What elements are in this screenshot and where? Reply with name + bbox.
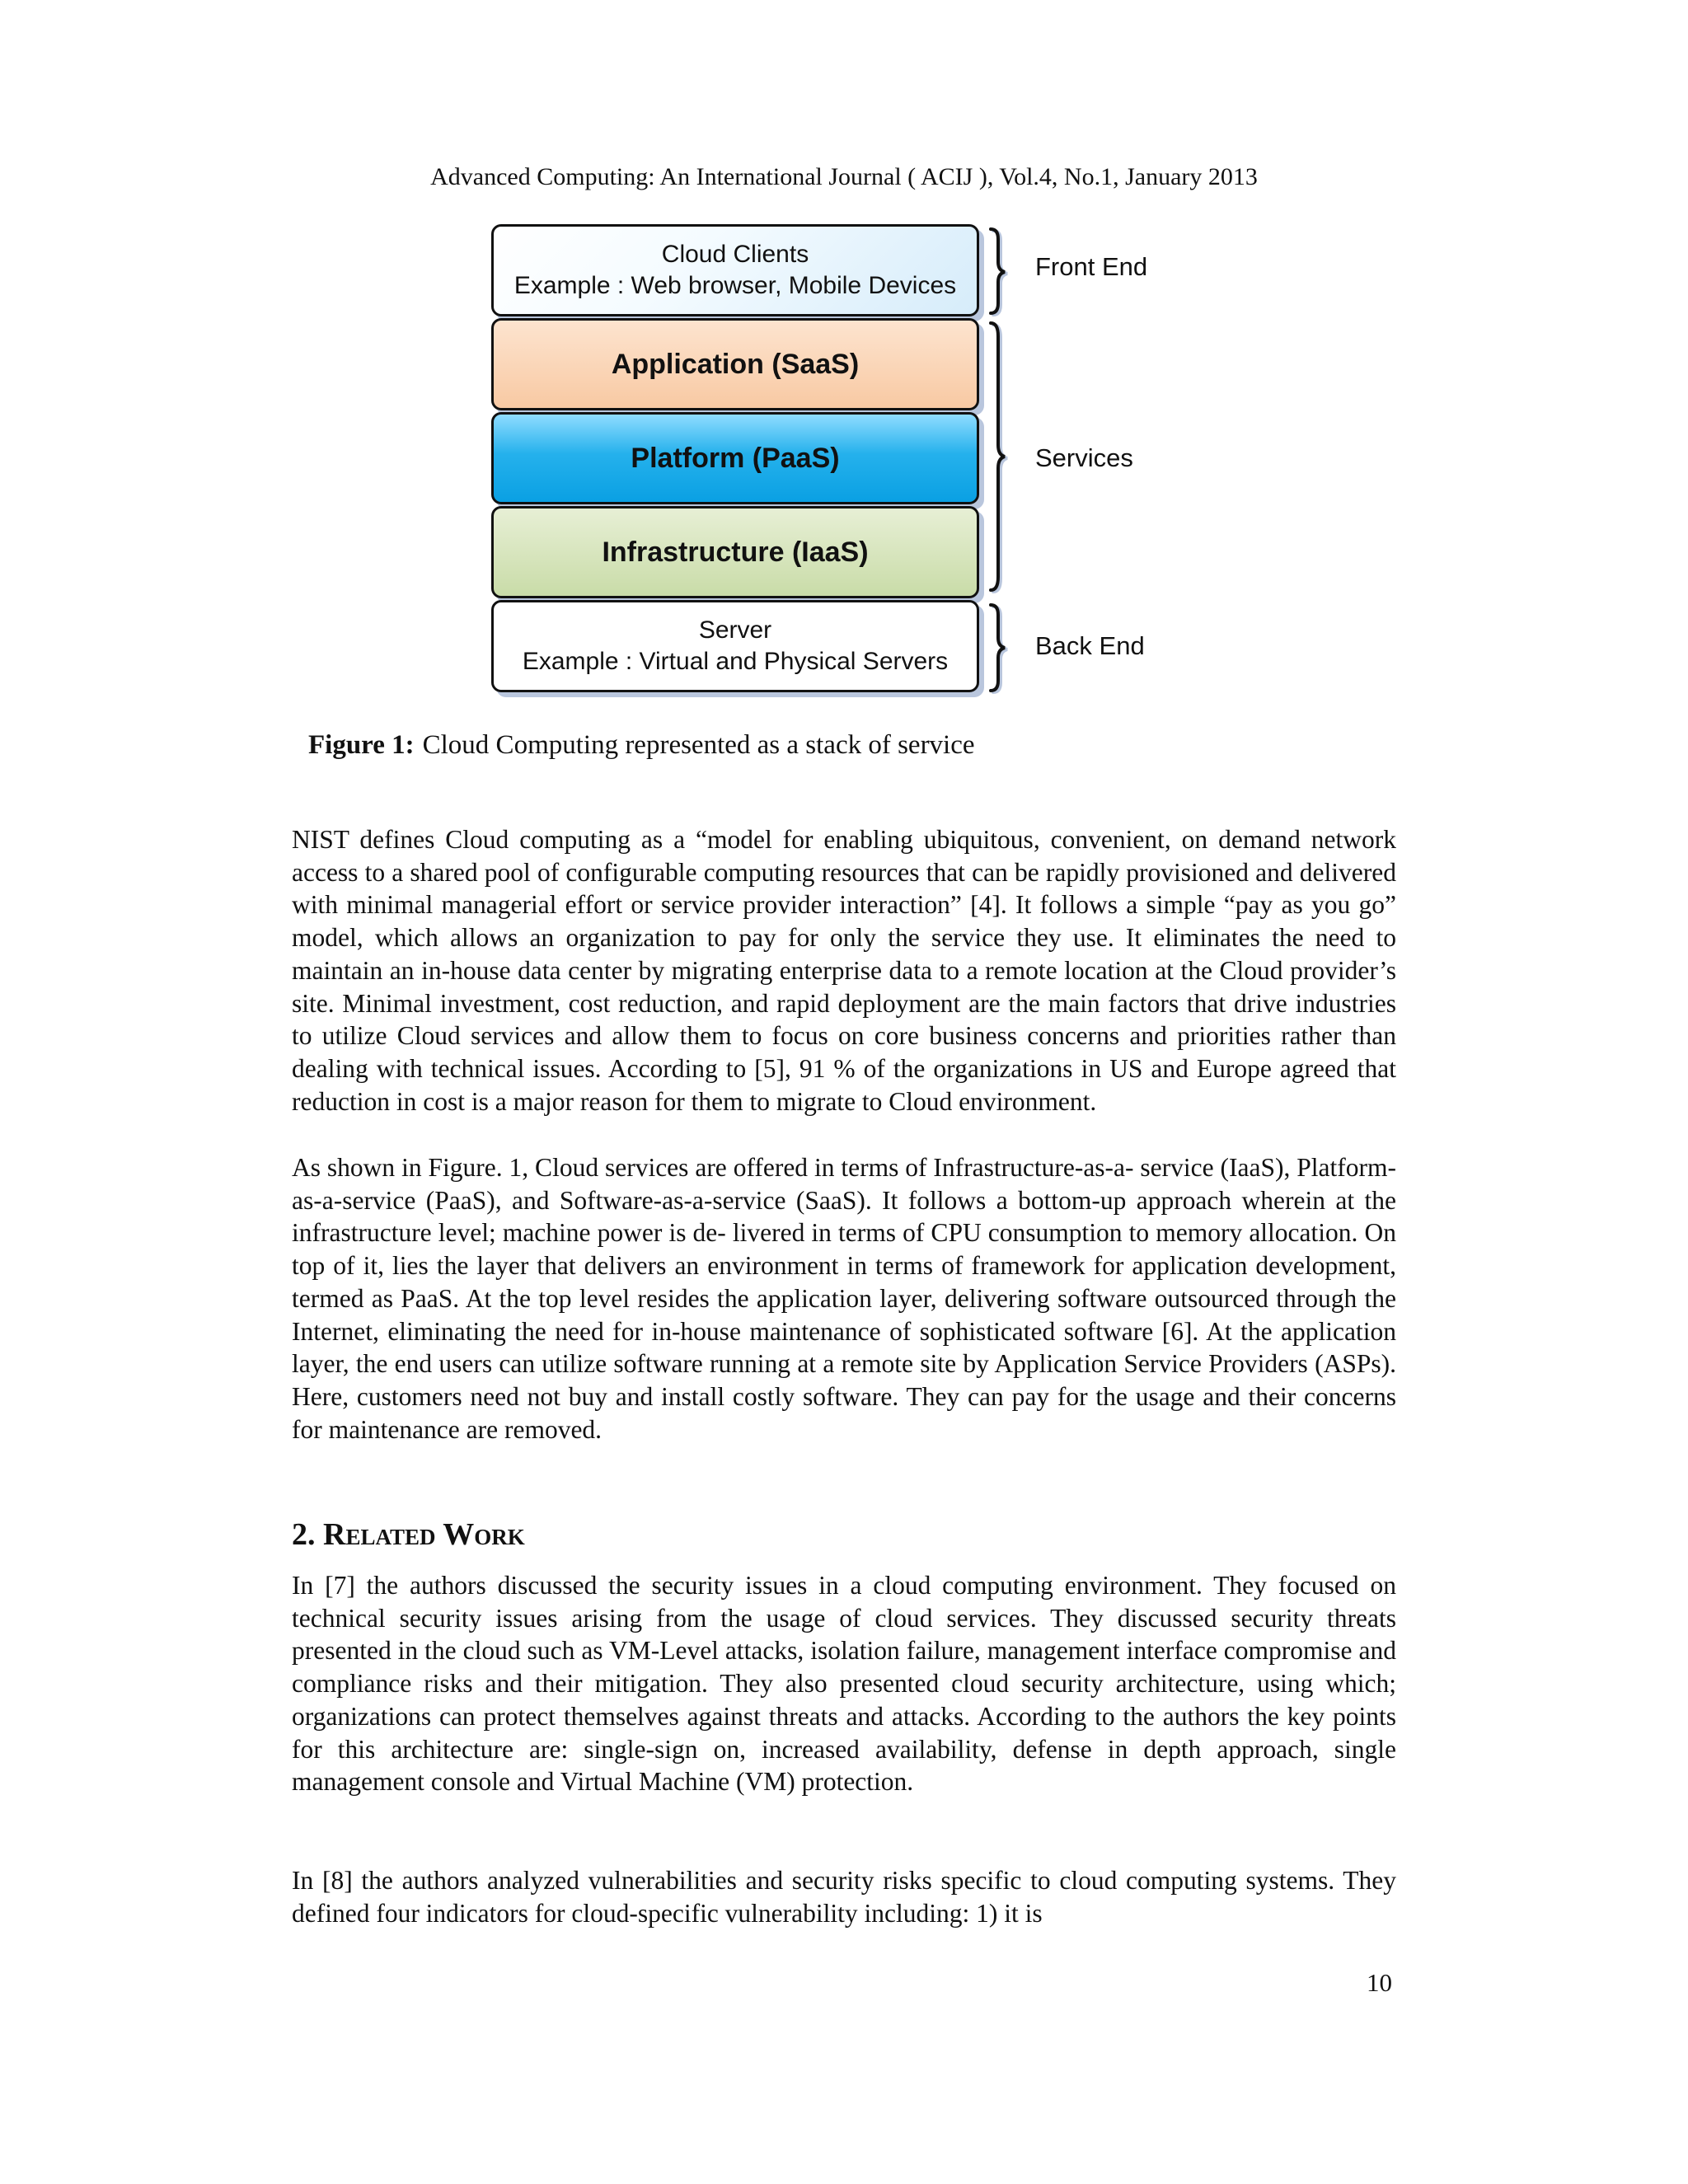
page-number: 10 (1367, 1968, 1392, 1997)
label-back-end: Back End (1035, 631, 1145, 660)
figure-caption-label: Figure 1: (308, 730, 415, 760)
running-header: Advanced Computing: An International Journal ( ACIJ ), Vol.4, No.1, January 2013 (430, 163, 1258, 190)
paragraph-related-work-2: In [8] the authors analyzed vulnerabilities and security risks specific to cloud computing systems. They defined four indicators for cloud-specific vulnerability including: 1) it is (292, 1866, 1396, 1928)
layer-cloud-clients-example: Example : Web browser, Mobile Devices (513, 272, 957, 299)
label-services: Services (1035, 443, 1133, 472)
paragraph-service-models: As shown in Figure. 1, Cloud services are offered in terms of Infrastructure-as-a- service (IaaS), Platform-as-a-service (PaaS), and Software-as-a-service (SaaS). It follows a bottom-up approach wherein at the infrastructure level; machine power is de- livered in terms of CPU consumption to memory allocation. On top of it, lies the layer that delivers an environment in terms of framework for application development, termed as PaaS. At the top level resides the application layer, delivering software outsourced through the Internet, eliminating the need for in-house maintenance of sophisticated software [6]. At the application layer, the end users can utilize software running at a remote site by Application Service Providers (ASPs). Here, customers need not buy and install costly software. They can pay for the usage and their concerns for maintenance are removed. (292, 1153, 1396, 1444)
section-number: 2. (292, 1517, 316, 1552)
layer-server (491, 600, 979, 692)
grouping-braces (984, 223, 1025, 701)
paragraph-nist-definition: NIST defines Cloud computing as a “model for enabling ubiquitous, convenient, on demand network access to a shared pool of configurable computing resources that can be rapidly provisioned and delivered with minimal managerial effort or service provider interaction” [4]. It follows a simple “pay as you go” model, which allows an organization to pay for only the service they use. It eliminates the need to maintain an in-house data center by migrating enterprise data to a remote location at the Cloud provider’s site. Minimal investment, cost reduction, and rapid deployment are the main factors that drive industries to utilize Cloud services and allow them to focus on core business concerns and priorities rather than dealing with technical issues. According to [5], 91 % of the organizations in US and Europe agreed that reduction in cost is a major reason for them to migrate to Cloud environment. (292, 825, 1396, 1116)
services-brace (991, 323, 1005, 590)
layer-server-example: Example : Virtual and Physical Servers (522, 648, 949, 675)
layer-saas-label: Application (SaaS) (611, 348, 860, 380)
figure-caption (308, 730, 975, 761)
layer-server-title: Server (698, 616, 772, 644)
cloud-stack-figure (486, 223, 1195, 701)
section-heading (292, 1516, 525, 1553)
figure-caption-text: Cloud Computing represented as a stack of service (422, 730, 975, 760)
layer-cloud-clients-title: Cloud Clients (661, 241, 809, 268)
layer-iaas (491, 506, 979, 598)
back-end-brace (991, 605, 1005, 691)
layer-paas (491, 412, 979, 504)
front-end-brace (991, 229, 1005, 313)
layer-cloud-clients (491, 224, 979, 316)
paragraph-related-work-1: In [7] the authors discussed the security issues in a cloud computing environment. They focused on technical security issues arising from the usage of cloud services. They discussed security threats presented in the cloud such as VM-Level attacks, isolation failure, management interface compromise and compliance risks and their mitigation. They also presented cloud security architecture, using which; organizations can protect themselves against threats and attacks. According to the authors the key points for this architecture are: single-sign on, increased availability, defense in depth approach, single management console and Virtual Machine (VM) protection. (292, 1571, 1396, 1797)
label-front-end: Front End (1035, 252, 1148, 281)
layer-iaas-label: Infrastructure (IaaS) (602, 536, 869, 568)
section-title: Related Work (323, 1517, 525, 1552)
layer-saas (491, 318, 979, 410)
layer-paas-label: Platform (PaaS) (631, 442, 840, 474)
